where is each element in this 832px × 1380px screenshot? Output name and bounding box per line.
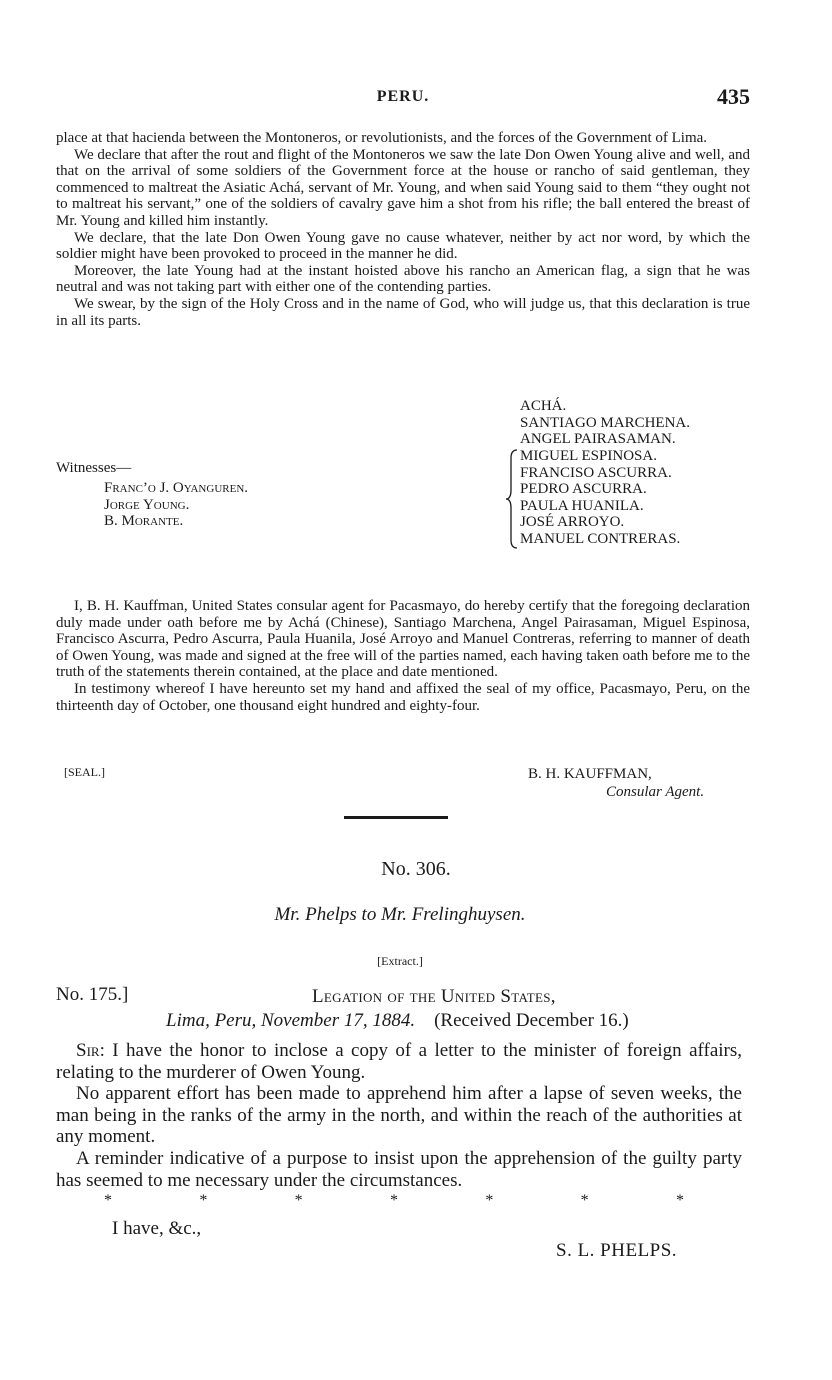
witness-list <box>104 480 248 530</box>
signer-name: ACHÁ. <box>520 398 567 414</box>
dispatch-paragraph-text: I have the honor to inclose a copy of a letter to the minister of foreign affairs, relating to the murderer of Owen Young. <box>56 1040 743 1083</box>
witnesses-label: Witnesses— <box>56 460 132 476</box>
braced-signers <box>520 448 680 548</box>
ellipsis-stars <box>104 1192 684 1210</box>
signer-name: ANGEL PAIRASAMAN. <box>520 431 676 448</box>
star-mark: * <box>389 1192 398 1209</box>
declaration-paragraph: We swear, by the sign of the Holy Cross and in the name of God, who will judge us, that this declaration is true in all its parts. <box>56 295 750 329</box>
place-date-line <box>166 1010 629 1032</box>
dispatch-paragraph: No apparent effort has been made to apprehend him after a lapse of seven weeks, the man being in the ranks of the army in the north, and within the reach of the authorities at any moment. <box>56 1083 742 1148</box>
salutation: Sir: <box>76 1040 105 1061</box>
dispatch-paragraph <box>56 1040 742 1083</box>
star-mark: * <box>199 1192 208 1209</box>
page-number: 435 <box>717 84 750 109</box>
dispatch-number: No. 175.] <box>56 984 129 1005</box>
closing-line: I have, &c., <box>112 1218 202 1239</box>
declaration-paragraph: Moreover, the late Young had at the instant hoisted above his rancho an American flag, a sign that he was neutral and was not taking part with either one of the contending parties. <box>56 262 750 296</box>
section-divider <box>344 816 448 819</box>
declaration-paragraph: place at that hacienda between the Montoneros, or revolutionists, and the forces of the Government of Lima. <box>56 130 708 146</box>
witness-name: Jorge Young. <box>104 496 190 513</box>
brace-icon <box>504 448 520 550</box>
signer-name: SANTIAGO MARCHENA. <box>520 414 691 431</box>
declaration-paragraph: We declare, that the late Don Owen Young gave no cause whatever, neither by act nor word, by which the soldier might have been provoked to proceed in the manner he did. <box>56 229 750 263</box>
dispatch-signature: S. L. PHELPS. <box>556 1240 678 1261</box>
star-mark: * <box>294 1192 303 1209</box>
signer-name: PAULA HUANILA. <box>520 497 644 514</box>
signer-name: MANUEL CONTRERAS. <box>520 530 681 547</box>
consul-signature: B. H. KAUFFMAN, <box>528 766 652 782</box>
extract-note: [Extract.] <box>377 954 423 968</box>
consul-title: Consular Agent. <box>606 784 705 800</box>
dispatch-paragraph: A reminder indicative of a purpose to insist upon the apprehension of the guilty party has seemed to me necessary under the circumstances. <box>56 1147 742 1191</box>
declaration-paragraph: We declare that after the rout and flight of the Montoneros we saw the late Don Owen Young alive and well, and that on the arrival of some soldiers of the Government force at the house or rancho of said gentleman, they commenced to maltreat the Asiatic Achá, servant of Mr. Young, and when said Young said to them “they ought not to maltreat his servant,” one of the soldiers of cavalry gave him a shot from his rifle; the ball entered the breast of Mr. Young and killed him instantly. <box>56 146 750 229</box>
seal-mark: [SEAL.] <box>64 765 105 779</box>
document-number: No. 306. <box>381 858 451 880</box>
certificate-paragraph: I, B. H. Kauffman, United States consular agent for Pacasmayo, do hereby certify that the foregoing declaration duly made under oath before me by Achá (Chinese), Santiago Marchena, Angel Pairasaman, Miguel Espinosa, Francisco Ascurra, Pedro Ascurra, Paula Huanila, José Arroyo and Manuel Contreras, referring to manner of death of Owen Young, was made and signed at the free will of the parties named, each having taken oath before me to the truth of the statements therein contained, at the place and date mentioned. <box>56 598 750 681</box>
star-mark: * <box>580 1192 589 1209</box>
legation-heading: Legation of the United States, <box>312 986 556 1007</box>
signer-name: FRANCISO ASCURRA. <box>520 464 672 481</box>
received-date: (Received December 16.) <box>434 1010 629 1031</box>
star-mark: * <box>485 1192 494 1209</box>
signature-block <box>56 398 750 558</box>
top-signers <box>520 398 690 448</box>
declaration-text <box>56 130 750 329</box>
star-mark: * <box>104 1192 112 1209</box>
signer-name: MIGUEL ESPINOSA. <box>520 448 657 464</box>
place-date: Lima, Peru, November 17, 1884. <box>166 1010 416 1031</box>
document-title: Mr. Phelps to Mr. Frelinghuysen. <box>274 904 526 925</box>
dispatch-body <box>56 1040 742 1191</box>
signer-name: PEDRO ASCURRA. <box>520 481 647 498</box>
star-mark: * <box>675 1192 684 1209</box>
certificate-paragraph: In testimony whereof I have hereunto set my hand and affixed the seal of my office, Pacasmayo, Peru, on the thirteenth day of October, one thousand eight hundred and eighty-four. <box>56 680 750 714</box>
witness-name: B. Morante. <box>104 513 184 529</box>
page-header <box>56 84 750 112</box>
certificate-text <box>56 598 750 714</box>
signer-name: JOSÉ ARROYO. <box>520 514 625 531</box>
witness-name: Franc’o J. Oyanguren. <box>104 480 249 496</box>
running-head: PERU. <box>376 88 430 105</box>
